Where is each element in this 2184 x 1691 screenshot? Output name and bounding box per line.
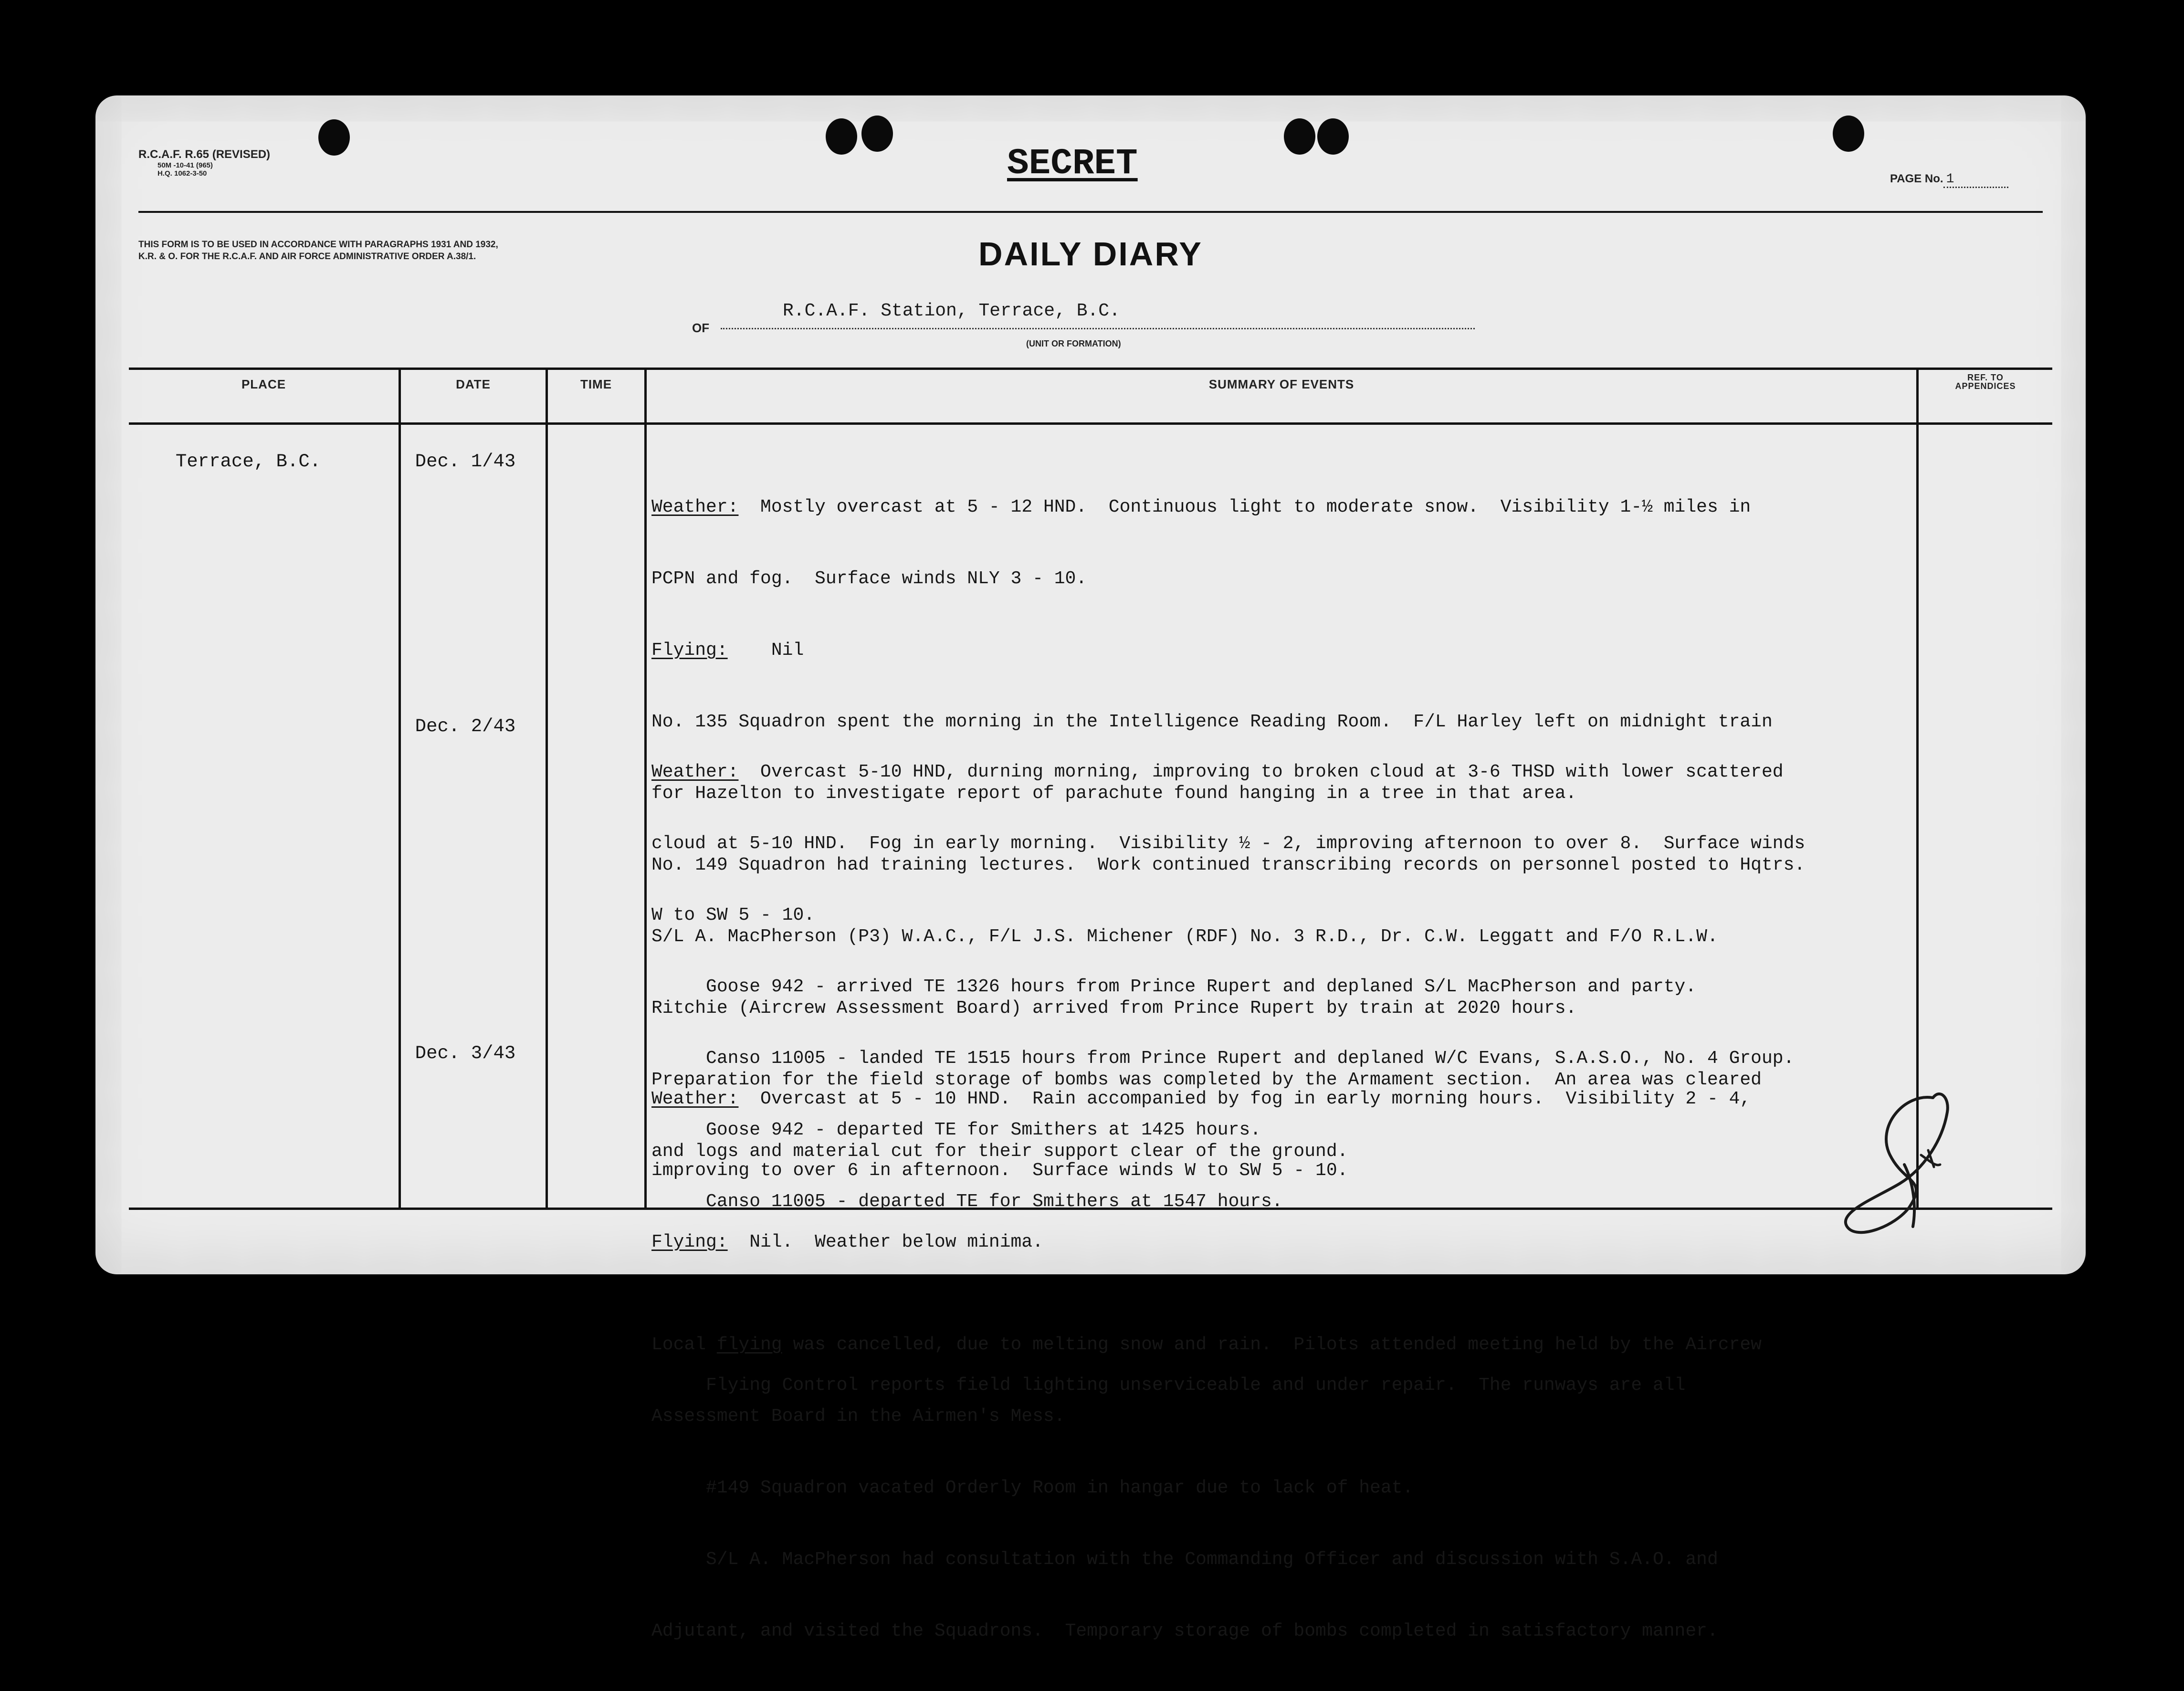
column-header-place: PLACE (241, 377, 286, 391)
flying-text: Nil. Weather below minima. (727, 1232, 1043, 1252)
summary-line (651, 1087, 1921, 1111)
weather-label: Weather: (651, 1089, 739, 1109)
summary-line: Canso 11005 - departed TE for Smithers at 1547 hours. (651, 1191, 1283, 1212)
summary-line: Goose 942 - arrived TE 1326 hours from Prince Rupert and deplaned S/L MacPherson and party. (651, 977, 1697, 997)
column-header-date: DATE (456, 377, 491, 391)
column-header-time: TIME (580, 377, 612, 391)
weather-text: Overcast at 5 - 10 HND. Rain accompanied by fog in early morning hours. Visibility 2 - 4, (738, 1089, 1751, 1109)
summary-line: Assessment Board in the Airmen's Mess. (651, 1406, 1065, 1427)
flying-word: flying (716, 1334, 782, 1355)
summary-line (651, 639, 1921, 662)
handwritten-initials (1833, 1083, 1971, 1246)
date-cell: Dec. 1/43 (415, 451, 516, 472)
punch-hole (1833, 116, 1864, 152)
column-divider (644, 368, 647, 1210)
summary-line: and logs and material cut for their support clear of the ground. (651, 1141, 1348, 1162)
diary-sheet (95, 95, 2086, 1641)
summary-line (651, 1230, 1921, 1254)
classification-stamp: SECRET (1007, 143, 1138, 184)
summary-line: W to SW 5 - 10. (651, 905, 815, 925)
date-cell: Dec. 2/43 (415, 716, 516, 737)
form-title: DAILY DIARY (978, 235, 1203, 273)
page-number (1890, 172, 2008, 188)
local-text: was cancelled, due to melting snow and rain. Pilots attended meeting held by the Aircrew (782, 1334, 1762, 1355)
column-header-ref (1919, 373, 2052, 390)
summary-line: #149 Squadron vacated Orderly Room in hangar due to lack of heat. (651, 1478, 1414, 1498)
summary-entry-dec3 (651, 1040, 1921, 1445)
summary-spacer (651, 1302, 1921, 1326)
summary-line: for Hazelton to investigate report of parachute found hanging in a tree in that area. (651, 783, 1577, 804)
form-code-line: 50M -10-41 (965) (158, 161, 213, 169)
punch-hole (1317, 118, 1349, 155)
flying-text: Nil (727, 640, 804, 661)
flying-label: Flying: (651, 1232, 728, 1252)
punch-hole (1284, 118, 1315, 155)
weather-text: Overcast 5-10 HND, durning morning, improving to broken cloud at 3-6 THSD with lower scattered (738, 762, 1784, 782)
summary-line: Canso 11005 - landed TE 1515 hours from Prince Rupert and deplaned W/C Evans, S.A.S.O., No. 4 Group. (651, 1048, 1795, 1069)
weather-text: Mostly overcast at 5 - 12 HND. Continuous light to moderate snow. Visibility 1-½ miles in (738, 497, 1751, 517)
summary-line: No. 135 Squadron spent the morning in the Intelligence Reading Room. F/L Harley left on midnight train (651, 712, 1773, 732)
punch-hole (861, 116, 893, 152)
weather-label: Weather: (651, 497, 739, 517)
form-instructions: THIS FORM IS TO BE USED IN ACCORDANCE WITH PARAGRAPHS 1931 AND 1932, K.R. & O. FOR THE R.C.A.F. AND AIR FORCE ADMINISTRATIVE ORDER A.38/1. (138, 240, 498, 262)
column-divider (546, 368, 548, 1210)
page-label: PAGE No. (1890, 172, 1943, 185)
summary-line: No. 149 Squadron had training lectures. Work continued transcribing records on personnel posted to Hqtrs. (651, 855, 1806, 875)
column-divider (399, 368, 401, 1210)
unit-caption: (UNIT OR FORMATION) (1026, 339, 1121, 348)
summary-line: cloud at 5-10 HND. Fog in early morning. Visibility ½ - 2, improving afternoon to over 8. Surface winds (651, 833, 1806, 854)
table-top-rule (129, 368, 2052, 370)
summary-line: improving to over 6 in afternoon. Surface winds W to SW 5 - 10. (651, 1160, 1348, 1181)
form-code (138, 148, 270, 178)
local-text: Local (651, 1334, 717, 1355)
summary-line: Flying Control reports field lighting unserviceable and under repair. The runways are all (651, 1375, 1686, 1396)
summary-line: Ritchie (Aircrew Assessment Board) arrived from Prince Rupert by train at 2020 hours. (651, 998, 1577, 1019)
ref-line: REF. TO (1967, 373, 2004, 382)
punch-hole (826, 118, 857, 155)
page-value: 1 (1943, 172, 2008, 188)
table-header-rule (129, 422, 2052, 425)
punch-hole (318, 119, 350, 156)
unit-field: R.C.A.F. Station, Terrace, B.C. (721, 301, 1475, 329)
flying-label: Flying: (651, 640, 728, 661)
date-cell: Dec. 3/43 (415, 1043, 516, 1064)
of-label: OF (692, 321, 710, 335)
form-code-line: H.Q. 1062-3-50 (158, 169, 207, 178)
summary-line: Goose 942 - departed TE for Smithers at 1425 hours. (651, 1120, 1261, 1140)
summary-line: S/L A. MacPherson had consultation with the Commanding Officer and discussion with S.A.O. and (651, 1549, 1718, 1570)
summary-line: PCPN and fog. Surface winds NLY 3 - 10. (651, 568, 1087, 589)
weather-label: Weather: (651, 762, 739, 782)
column-header-summary: SUMMARY OF EVENTS (1208, 377, 1354, 391)
summary-line: S/L A. MacPherson (P3) W.A.C., F/L J.S. Michener (RDF) No. 3 R.D., Dr. C.W. Leggatt and F/O R.L.W. (651, 926, 1718, 947)
place-cell: Terrace, B.C. (175, 451, 321, 472)
header-rule (138, 211, 2043, 213)
summary-line (651, 495, 1921, 519)
summary-line: Preparation for the field storage of bombs was completed by the Armament section. An area was cleared (651, 1070, 1762, 1090)
form-code-line: R.C.A.F. R.65 (REVISED) (138, 148, 271, 161)
summary-line (651, 760, 1921, 784)
ref-line: APPENDICES (1955, 381, 2016, 391)
summary-line: Adjutant, and visited the Squadrons. Temporary storage of bombs completed in satisfactory manner. (651, 1621, 1718, 1641)
